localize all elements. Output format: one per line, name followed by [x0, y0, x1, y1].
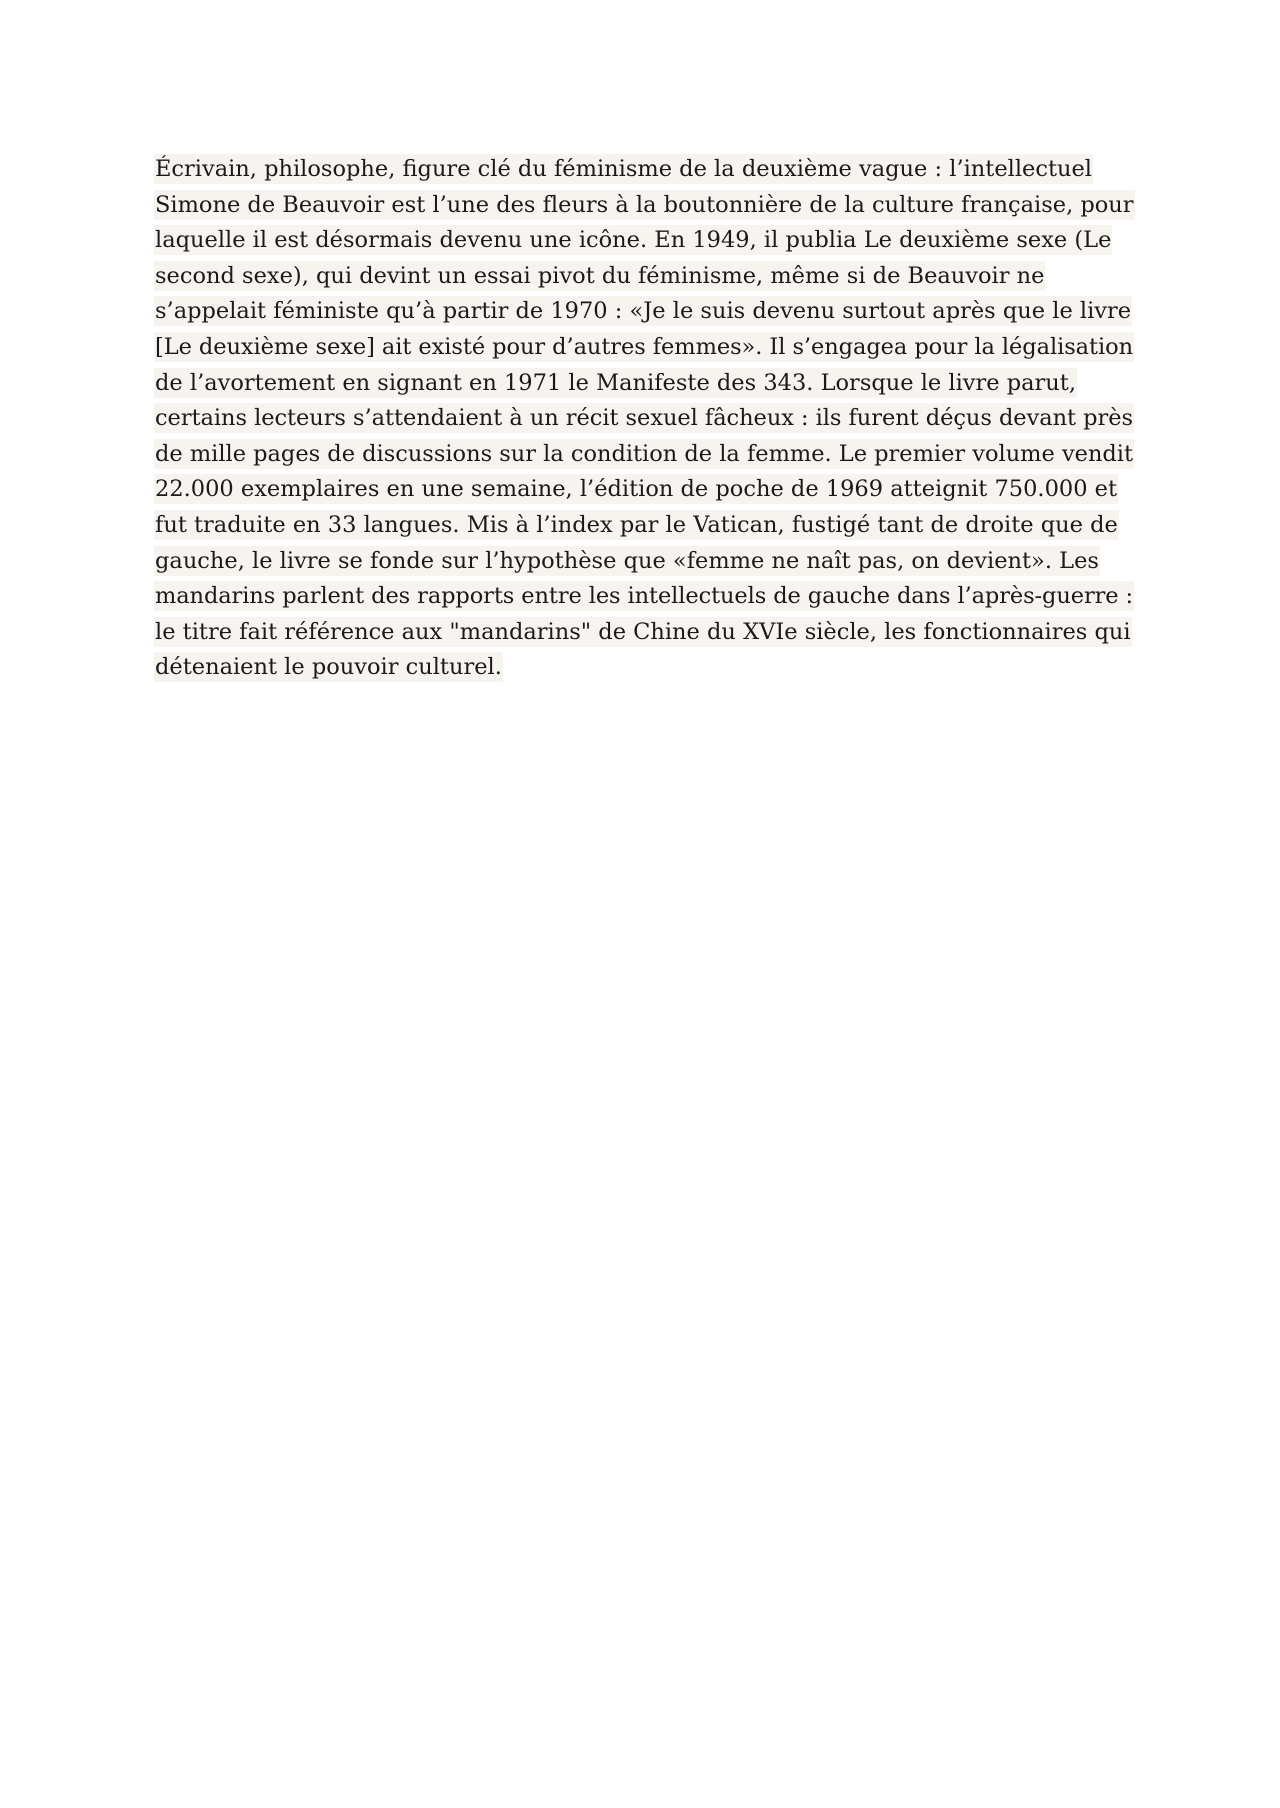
line-text: second sexe), qui devint un essai pivot du féminisme, même si de Beauvoir ne: [155, 262, 1045, 289]
paragraph-line: [154, 188, 1134, 224]
paragraph-line: [154, 437, 1134, 473]
body-paragraph: [154, 152, 1134, 686]
line-text: s’appelait féministe qu’à partir de 1970 : «Je le suis devenu surtout après que le livre: [155, 298, 1132, 325]
paragraph-line: [154, 615, 1134, 651]
paragraph-line: [154, 544, 1134, 580]
line-text: de l’avortement en signant en 1971 le Manifeste des 343. Lorsque le livre parut,: [155, 369, 1076, 396]
paragraph-line: [154, 223, 1134, 259]
paragraph-line: [154, 259, 1134, 295]
line-text: fut traduite en 33 langues. Mis à l’index par le Vatican, fustigé tant de droite que de: [155, 511, 1118, 538]
paragraph-line: [154, 508, 1134, 544]
paragraph-line: [154, 330, 1134, 366]
line-text: Simone de Beauvoir est l’une des fleurs à la boutonnière de la culture française, pour: [155, 191, 1134, 218]
paragraph-line: [154, 650, 1134, 686]
paragraph-line: [154, 472, 1134, 508]
line-text: mandarins parlent des rapports entre les intellectuels de gauche dans l’après-guerre :: [155, 583, 1133, 610]
line-text: Écrivain, philosophe, figure clé du féminisme de la deuxième vague : l’intellectuel: [155, 156, 1092, 182]
paragraph-line: [154, 152, 1134, 188]
line-text: [Le deuxième sexe] ait existé pour d’autres femmes». Il s’engagea pour la légalisation: [155, 333, 1134, 360]
line-text: 22.000 exemplaires en une semaine, l’édition de poche de 1969 atteignit 750.000 et: [155, 476, 1118, 503]
paragraph-line: [154, 579, 1134, 615]
line-text: laquelle il est désormais devenu une icône. En 1949, il publia Le deuxième sexe (Le: [155, 227, 1112, 254]
paragraph-line: [154, 294, 1134, 330]
line-text: de mille pages de discussions sur la condition de la femme. Le premier volume vendit: [155, 440, 1134, 467]
line-text: certains lecteurs s’attendaient à un récit sexuel fâcheux : ils furent déçus devant près: [155, 405, 1133, 432]
line-text: le titre fait référence aux "mandarins" de Chine du XVIe siècle, les fonctionnaires qui: [155, 618, 1131, 645]
line-text: détenaient le pouvoir culturel.: [155, 654, 502, 681]
line-text: gauche, le livre se fonde sur l’hypothèse que «femme ne naît pas, on devient». Les: [155, 547, 1099, 574]
paragraph-line: [154, 366, 1134, 402]
paragraph-line: [154, 401, 1134, 437]
